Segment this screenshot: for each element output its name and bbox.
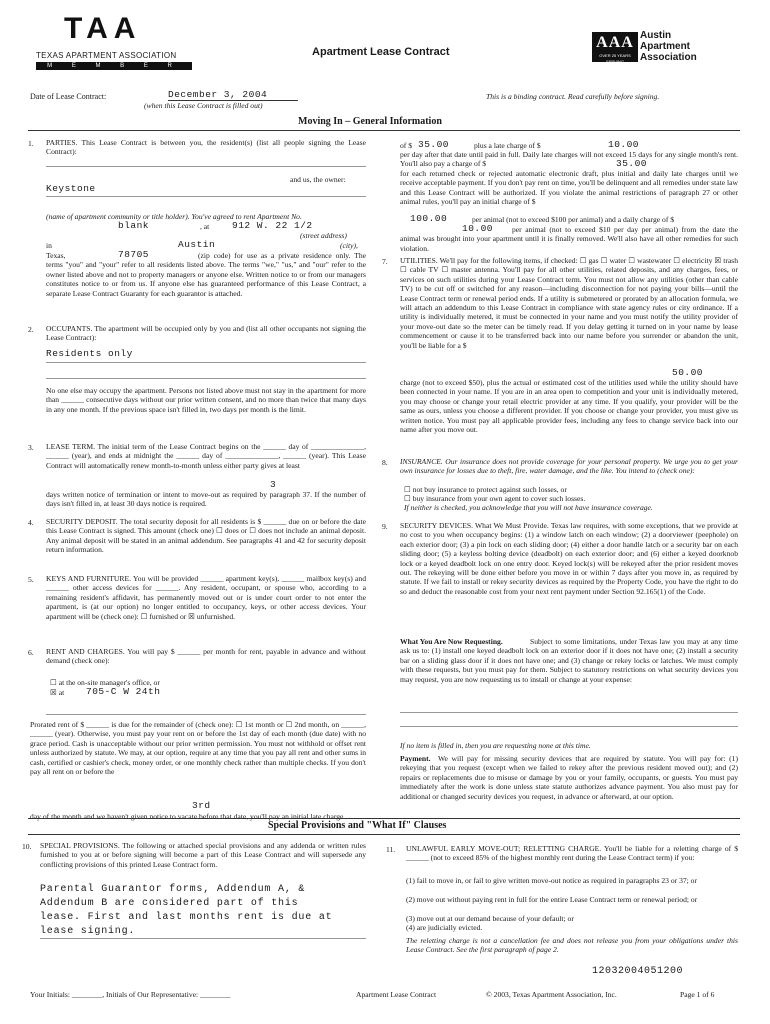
s11-i2: (2) move out without paying rent in full for the entire Lease Contract term or renewal period; or <box>406 895 698 904</box>
s1-street-label: (street address) <box>300 231 347 240</box>
aaa-logo <box>592 32 638 62</box>
s4-text: SECURITY DEPOSIT. The total security deposit for all residents is $ ______ due on or before the date this Lease Contract is signed. This amount (check one) ☐ does or ☐ does not include an animal deposit. Any animal deposit will be stated in an animal addendum. See paragraphs 41 and 42 for security deposit return information. <box>46 517 366 555</box>
s9-text3: We will pay for missing security devices that are required by statute. You will pay for: (1) rekeying that you request (except when we failed to rekey after the previous resident moved out); and (2) repairs or replacements due to misuse or damage by you or your family, occupants, or guests. You must pay immediately after the work is done unless state statute authorizes advance payment. You also must pay for additional or changed security devices you request, in advance or afterward, at our option. <box>400 754 738 801</box>
s8-num: 8. <box>382 458 388 467</box>
s2-text2: No one else may occupy the apartment. Persons not listed above must not stay in the apartment for more than ______ consecutive days without our prior written consent, and no more than twice that many days in any one month. If the previous space isn't filled in, two days per month is the limit. <box>46 386 366 414</box>
s6-opt2: ☒ at <box>50 688 65 697</box>
s1-line1 <box>46 166 366 167</box>
late-plus: plus a late charge of $ <box>474 141 541 150</box>
s1-zip: 78705 <box>118 249 150 260</box>
special-title: Special Provisions and "What If" Clauses <box>268 820 447 831</box>
late-text2: for each returned check or rejected automatic electronic draft, plus initial and daily late charges until we receive acceptable payment. If you don't pay rent on time, you'll be delinquent and all remedies under state law and this Lease Contract will be authorized. If you violate the animal restrictions of paragraph 27 or other animal rules, you'll pay an initial charge of $ <box>400 169 738 207</box>
s11-i3: (3) move out at our demand because of your default; or <box>406 914 574 923</box>
animal-initial: 100.00 <box>410 213 448 224</box>
s1-street: 912 W. 22 1/2 <box>232 220 313 231</box>
late-amount: 35.00 <box>418 139 450 150</box>
s8-opt1: ☐ not buy insurance to protect against such losses, or <box>404 485 567 494</box>
aaa-line3: Association <box>640 52 697 63</box>
s1-num: 1. <box>28 139 34 148</box>
s2-num: 2. <box>28 325 34 334</box>
s5-num: 5. <box>28 575 34 584</box>
s11-i4: (4) are judicially evicted. <box>406 923 483 932</box>
s3-num: 3. <box>28 443 34 452</box>
s3-text1: LEASE TERM. The initial term of the Lease Contract begins on the ______ day of ______________, ______ (year), and ends at midnight the ______ day of ______________, ______ (year). This Lease Contract will automatically renew month-to-month unless either party gives at least <box>46 442 366 470</box>
s11-i1: (1) fail to move in, or fail to give written move-out notice as required in paragraphs 23 or 37; or <box>406 876 698 885</box>
s9-note: If no item is filled in, then you are requesting none at this time. <box>400 741 591 750</box>
s3-text2: days written notice of termination or intent to move-out as required by paragraph 37. If the number of days isn't filled in, at least 30 days notice is required. <box>46 490 366 509</box>
s1-texas: Texas, <box>46 251 66 260</box>
s10-provisions: Parental Guarantor forms, Addendum A, & Addendum B are considered part of this lease. First and last months rent is due at lease signing. <box>40 884 333 937</box>
s7-text1: UTILITIES. We'll pay for the following items, if checked: ☐ gas ☐ water ☐ wastewater ☐ electricity ☒ trash ☐ cable TV ☐ master antenna. You'll pay for all other utilities, related deposits, and any charges, fees, or services on such utilities during your Lease Contract term. You must not allow any utilities (other than cable TV) to be cut off or switched for any reason—including disconnection for not paying your bills—until the Lease Contract term or renewal period ends. If a utility is submetered or prorated by an allocation formula, we will attach an addendum to this Lease Contract in compliance with state agency rules or city ordinance. If a utility is individually metered, it must be connected in your name and you must notify the utility provider of your move-out date so the meter can be timely read. If you delay getting it turned on in your name by lease commencement or cause it to be transferred back into our name before you surrender or abandon the unit, you'll be liable for a $ <box>400 256 738 350</box>
s6-text1: RENT AND CHARGES. You will pay $ ______ per month for rent, payable in advance and without demand (check one): <box>46 647 366 666</box>
s1-line2 <box>46 196 366 197</box>
s6-day: 3rd <box>192 800 211 811</box>
s5-text: KEYS AND FURNITURE. You will be provided ______ apartment key(s), ______ mailbox key(s) and ______ other access devices for ______. Any resident, occupant, or spouse who, according to a remaining resident's affidavit, has permanently moved out or is under court order to not enter the apartment, is (at our option) no longer entitled to occupancy, keys, or other access devices. Your apartment will be (check one): ☐ furnished or ☒ unfurnished. <box>46 574 366 621</box>
s1-owner: Keystone <box>46 183 96 194</box>
special-rule <box>28 818 740 819</box>
s6-place: 705-C W 24th <box>86 686 161 697</box>
s1-text4: (zip code) for use as a private residence only. The terms "you" and "your" refer to all residents listed above. The terms "we," "us," and "our" refer to the owner listed above and not to property managers or anyone else. Written notice to or from our managers constitutes notice to or from us. If anyone else has guaranteed performance of this Lease Contract, a separate Lease Contract Guaranty for each guarantor is attached. <box>46 251 366 298</box>
s1-at: , at <box>200 222 210 231</box>
s9-num: 9. <box>382 522 388 531</box>
taa-logo <box>64 14 176 46</box>
taa-name: TEXAS APARTMENT ASSOCIATION <box>36 51 177 60</box>
s6-num: 6. <box>28 648 34 657</box>
s2-occupants: Residents only <box>46 348 133 359</box>
aaa-logo-small: OVER 25 YEARS SERVING <box>599 53 631 64</box>
s1-text1: PARTIES. This Lease Contract is between you, the resident(s) (list all people signing the Lease Contract): <box>46 138 366 157</box>
s1-city-label: (city), <box>340 241 358 250</box>
footer-initials: Your Initials: ________, Initials of Our Representative: ________ <box>30 990 231 999</box>
s6-text2: Prorated rent of $ ______ is due for the remainder of (check one): ☐ 1st month or ☐ 2nd month, on ______, ______ (year). Otherwise, you must pay your rent on or before the 1st day of each month (due date) with no grace period. Cash is unacceptable without our prior written permission. You must not withhold or offset rent unless authorized by statute. We may, at our option, require at any time that you pay all rent and other sums in cash, certified or cashier's check, money order, or one monthly check rather than multiple checks. If you don't pay all rent on or before the <box>30 720 366 777</box>
late-of: of $ <box>400 141 413 150</box>
binding-notice: This is a binding contract. Read carefully before signing. <box>486 92 660 101</box>
s9-line2 <box>400 726 738 727</box>
s1-in: in <box>46 241 52 250</box>
s4-num: 4. <box>28 518 34 527</box>
s2-text1: OCCUPANTS. The apartment will be occupied only by you and (list all other occupants not signing the Lease Contract): <box>46 324 366 343</box>
s6-text3: day of the month and we haven't given notice to vacate before that date, you'll pay an initial late charge <box>30 812 344 821</box>
s8-opt2: ☐ buy insurance from your own agent to cover such losses. <box>404 494 586 503</box>
s6-line <box>46 714 366 715</box>
s7-fee: 50.00 <box>672 367 704 378</box>
s7-num: 7. <box>382 257 388 266</box>
date-note: (when this Lease Contract is filled out) <box>144 101 263 110</box>
s1-text2: and us, the owner: <box>290 175 346 184</box>
s11-num: 11. <box>386 845 396 854</box>
s8-note: If neither is checked, you acknowledge that you will not have insurance coverage. <box>404 503 653 512</box>
s10-line <box>40 938 366 939</box>
s10-text: SPECIAL PROVISIONS. The following or attached special provisions and any addenda or written rules furnished to you at or before signing will become a part of this Lease Contract and will supersede any conflicting provisions of this printed Lease Contract form. <box>40 841 366 869</box>
s1-text3: (name of apartment community or title holder). You've agreed to rent Apartment No. <box>46 212 302 221</box>
aaa-line2: Apartment <box>640 41 691 52</box>
s11-code: 12032004051200 <box>592 966 684 977</box>
aaa-name <box>640 30 697 63</box>
late-text4: per animal (not to exceed $10 per day per animal) from the date the animal was brought into your apartment until it is finally removed. We'll also have all other remedies for such violation. <box>400 225 738 253</box>
s6-opt1: ☐ at the on-site manager's office, or <box>50 678 160 687</box>
footer-page: Page 1 of 6 <box>680 990 715 999</box>
footer-copyright: © 2003, Texas Apartment Association, Inc. <box>486 990 617 999</box>
s9-line1 <box>400 712 738 713</box>
date-value: December 3, 2004 <box>168 89 298 101</box>
animal-daily: 10.00 <box>462 223 494 234</box>
taa-member: M E M B E R <box>36 62 192 70</box>
late-text1: per day after that date until paid in full. Daily late charges will not exceed 15 days for any single month's rent. You'll also pay a charge of $ <box>400 150 738 169</box>
special-rule2 <box>28 834 740 835</box>
s2-line2 <box>46 378 366 379</box>
aaa-logo-mark: AAA <box>596 34 634 51</box>
title-rule <box>28 130 740 131</box>
s1-apt-no: blank <box>118 220 150 231</box>
s7-text2: charge (not to exceed $50), plus the actual or estimated cost of the utilities used while the utility should have been connected in your name. If you are in an area open to competition and your unit is individually metered, you may choose or change your retail electric provider at any time. If you qualify, your provider will be the same as ours, unless you choose a different provider. If you choose or change your provider, you must give us written notice. You must pay all applicable provider fees, including any fees to change service back into our name after you move out. <box>400 378 738 435</box>
s11-text1: UNLAWFUL EARLY MOVE-OUT; RELETTING CHARGE. You'll be liable for a reletting charge of $ ______ (not to exceed 85% of the highest monthly rent during the Lease Contract term) if you: <box>406 844 738 863</box>
returned-check-fee: 35.00 <box>616 158 648 169</box>
late-text3: per animal (not to exceed $100 per animal) and a daily charge of $ <box>472 215 675 224</box>
taa-logo-mark: TAA <box>64 12 142 45</box>
late-daily: 10.00 <box>608 139 640 150</box>
s9-text2: Subject to some limitations, under Texas law you may at any time ask us to: (1) install one keyed deadbolt lock on an exterior door if it does not have one; (2) install a security bar on a sliding glass door if it does not have one; and (3) change or rekey locks or latches. We must comply with these requests, but you must pay for them. Subject to statutory restrictions on what security devices you may request, you are now requesting us to install or change at your expense: <box>400 637 738 684</box>
form-title: Apartment Lease Contract <box>312 46 450 58</box>
s2-line1 <box>46 362 366 363</box>
s9-heading3: Payment. <box>400 754 431 763</box>
footer-form: Apartment Lease Contract <box>356 990 437 999</box>
aaa-line1: Austin <box>640 30 672 41</box>
s11-note: The reletting charge is not a cancellation fee and does not release you from your obligations under this Lease Contract. See the first paragraph of page 2. <box>406 936 738 955</box>
moving-in-title: Moving In – General Information <box>298 116 442 127</box>
s3-days: 3 <box>270 479 277 490</box>
s10-num: 10. <box>22 842 32 851</box>
s9-text1: SECURITY DEVICES. What We Must Provide. Texas law requires, with some exceptions, that we provide at no cost to you when occupancy begins: (1) a window latch on each window; (2) a doorviewer (peephole) on each exterior door; (3) a pin lock on each sliding door; (4) either a door handle latch or a security bar on each sliding door; (5) a keyless bolting device (deadbolt) on each exterior door; and (6) either a keyed doorknob lock or a keyed deadbolt lock on one entry door. Keyed lock(s) will be rekeyed after the prior resident moves out. The rekeying will be done either before you move in or within 7 days after you move in, as required by statute. If we fail to install or rekey security devices as required by the Property Code, you have the right to do so and deduct the reasonable cost from your next rent payment under Section 92.165(1) of the Code. <box>400 521 738 596</box>
date-label: Date of Lease Contract: <box>30 92 107 101</box>
s8-text1: INSURANCE. Our insurance does not provide coverage for your personal property. We urge you to get your own insurance for losses due to theft, fire, water damage, and the like. You intend to (check one): <box>400 457 738 476</box>
s9-heading2: What You Are Now Requesting. <box>400 637 503 646</box>
s1-city: Austin <box>178 239 216 250</box>
